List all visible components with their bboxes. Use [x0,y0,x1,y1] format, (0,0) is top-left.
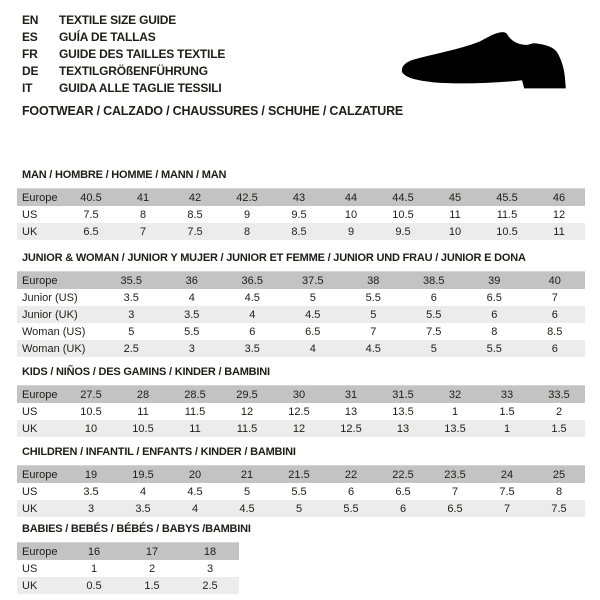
size-table-section [17,252,585,357]
size-value: 31 [344,388,358,401]
size-table-section [17,446,585,517]
size-value: 5.5 [426,308,442,321]
table-row [17,340,585,357]
size-value: 8.5 [547,325,563,338]
size-value: 25 [552,468,566,481]
size-value: 38.5 [423,274,445,287]
size-value: 36.5 [241,274,263,287]
table-title: JUNIOR & WOMAN / JUNIOR Y MUJER / JUNIOR ET FEMME / JUNIOR UND FRAU / JUNIOR E DONA [22,252,526,264]
row-label: Europe [22,274,58,287]
language-label: GUIDA ALLE TAGLIE TESSILI [59,81,222,95]
table-title: MAN / HOMBRE / HOMME / MANN / MAN [22,169,227,181]
row-label: US [22,485,38,498]
size-table [17,542,239,594]
size-value: 10.5 [132,422,154,435]
size-value: 18 [203,545,217,558]
dress-shoe-icon [398,30,576,96]
size-value: 3.5 [123,291,139,304]
size-table [17,188,585,240]
size-value: 19.5 [132,468,154,481]
size-value: 36 [185,274,198,287]
size-value: 11.5 [184,405,206,418]
language-row [22,46,225,63]
size-value: 17 [145,545,159,558]
size-value: 5 [295,502,303,515]
size-table-section [17,523,585,594]
category-title: FOOTWEAR / CALZADO / CHAUSSURES / SCHUHE / CALZATURE [22,104,404,118]
size-value: 6.5 [305,325,321,338]
size-value: 8 [491,325,498,338]
row-label: US [22,562,38,575]
size-value: 3.5 [244,342,260,355]
size-value: 41 [136,191,150,204]
size-value: 45 [448,191,462,204]
size-value: 4.5 [187,485,203,498]
size-value: 7.5 [83,208,99,221]
size-value: 6 [491,308,498,321]
size-value: 5 [370,308,377,321]
table-row [17,466,585,484]
language-label: GUIDE DES TAILLES TEXTILE [59,47,226,61]
size-value: 22.5 [392,468,414,481]
size-value: 6 [249,325,256,338]
size-value: 21 [240,468,254,481]
size-value: 33 [500,388,514,401]
size-value: 7.5 [426,325,442,338]
size-table-section [17,169,585,240]
size-value: 46 [552,191,566,204]
size-value: 13 [344,405,358,418]
size-table [17,465,585,517]
table-row [17,306,585,323]
size-value: 1 [451,405,459,418]
size-value: 28 [136,388,150,401]
row-label: Europe [22,388,58,401]
size-value: 7 [551,291,558,304]
size-value: 11 [449,208,461,221]
row-label: Europe [22,545,58,558]
size-value: 4 [249,308,256,321]
size-value: 0.5 [86,579,102,592]
size-value: 45.5 [496,191,518,204]
row-label: Junior (UK) [22,308,78,321]
size-value: 4 [191,502,199,515]
size-value: 8 [555,485,563,498]
size-value: 7 [370,325,377,338]
size-value: 4.5 [365,342,381,355]
table-title: BABIES / BEBÉS / BÉBÉS / BABYS /BAMBINI [22,523,251,535]
size-value: 5.5 [486,342,502,355]
size-value: 3.5 [184,308,200,321]
table-title: KIDS / NIÑOS / DES GAMINS / KINDER / BAMBINI [22,366,270,378]
size-value: 2 [148,562,156,575]
size-value: 28.5 [184,388,206,401]
row-label: UK [22,502,38,515]
table-row [17,577,239,594]
size-value: 44.5 [392,191,414,204]
size-value: 44 [344,191,358,204]
size-value: 24 [500,468,514,481]
size-value: 22 [344,468,358,481]
table-title: CHILDREN / INFANTIL / ENFANTS / KINDER / BAMBINI [22,446,296,458]
table-row [17,420,585,437]
language-row [22,12,225,29]
size-value: 12.5 [340,422,362,435]
table-row [17,560,239,577]
size-value: 6 [551,342,558,355]
language-row [22,80,225,97]
size-value: 1 [503,422,511,435]
size-value: 11 [189,422,201,435]
row-label: US [22,405,38,418]
size-value: 21.5 [288,468,310,481]
size-value: 7 [139,225,147,238]
size-value: 7 [451,485,459,498]
table-row [17,323,585,340]
row-label: UK [22,422,38,435]
language-label: TEXTILE SIZE GUIDE [59,13,177,27]
table-row [17,223,585,240]
size-value: 10 [448,225,462,238]
size-value: 5.5 [291,485,307,498]
size-value: 11.5 [236,422,258,435]
size-value: 1.5 [499,405,515,418]
size-value: 2 [555,405,563,418]
language-label: GUÍA DE TALLAS [59,30,156,44]
size-value: 3.5 [135,502,151,515]
size-value: 11 [553,225,565,238]
size-value: 6.5 [447,502,463,515]
size-value: 1.5 [144,579,160,592]
size-table [17,271,585,357]
size-value: 8.5 [187,208,203,221]
language-code: EN [22,13,39,27]
size-tables [17,161,585,594]
language-list [22,12,225,97]
size-value: 9 [347,225,355,238]
size-value: 12 [240,405,254,418]
size-value: 5 [430,342,437,355]
size-value: 32 [448,388,462,401]
size-value: 5.5 [184,325,200,338]
table-row [17,483,585,500]
size-value: 3 [87,502,95,515]
size-value: 4 [309,342,316,355]
size-table-section [17,366,585,437]
size-value: 3.5 [83,485,99,498]
size-value: 10 [84,422,98,435]
size-value: 10.5 [392,208,414,221]
size-value: 4.5 [239,502,255,515]
size-value: 29.5 [236,388,258,401]
size-value: 3 [128,308,135,321]
row-label: UK [22,579,38,592]
language-label: TEXTILGRÖßENFÜHRUNG [59,64,208,78]
size-value: 1 [90,562,98,575]
size-value: 39 [488,274,501,287]
size-value: 42 [188,191,202,204]
size-value: 31.5 [392,388,414,401]
row-label: Europe [22,191,58,204]
size-value: 7 [503,502,511,515]
row-label: Woman (US) [22,325,86,338]
size-value: 23.5 [444,468,466,481]
size-value: 38 [367,274,380,287]
table-row [17,206,585,223]
table-row [17,189,585,207]
size-value: 6.5 [395,485,411,498]
size-value: 4.5 [244,291,260,304]
size-value: 12 [552,208,566,221]
size-value: 9.5 [395,225,411,238]
size-value: 10 [344,208,358,221]
size-value: 42.5 [236,191,258,204]
size-value: 5 [309,291,316,304]
size-value: 8 [243,225,251,238]
size-value: 6 [399,502,407,515]
size-value: 37.5 [302,274,324,287]
size-value: 40.5 [80,191,102,204]
table-row [17,543,239,561]
size-value: 11.5 [496,208,518,221]
size-value: 6 [430,291,437,304]
size-value: 13 [396,422,410,435]
size-value: 6 [347,485,355,498]
language-code: FR [22,47,38,61]
size-value: 11 [137,405,149,418]
size-value: 5.5 [365,291,381,304]
size-value: 27.5 [80,388,102,401]
size-value: 6 [551,308,558,321]
size-value: 7.5 [187,225,203,238]
size-value: 19 [84,468,98,481]
language-row [22,29,225,46]
size-value: 16 [87,545,101,558]
size-value: 1.5 [551,422,567,435]
size-value: 4 [188,291,195,304]
language-code: ES [22,30,38,44]
row-label: Europe [22,468,58,481]
size-value: 7.5 [551,502,567,515]
size-value: 9 [243,208,251,221]
table-row [17,289,585,306]
size-value: 43 [292,191,306,204]
row-label: US [22,208,38,221]
size-value: 3 [206,562,214,575]
size-value: 10.5 [496,225,518,238]
size-value: 8 [139,208,147,221]
size-value: 12.5 [288,405,310,418]
size-value: 40 [548,274,561,287]
row-label: Junior (US) [22,291,78,304]
size-value: 5 [128,325,135,338]
size-value: 2.5 [202,579,218,592]
size-value: 4 [139,485,147,498]
size-value: 9.5 [291,208,307,221]
size-value: 6.5 [83,225,99,238]
table-row [17,386,585,404]
size-value: 5 [243,485,251,498]
row-label: UK [22,225,38,238]
table-row [17,272,585,290]
size-value: 13.5 [392,405,414,418]
size-value: 3 [188,342,195,355]
size-value: 30 [292,388,306,401]
size-value: 10.5 [80,405,102,418]
size-value: 8.5 [291,225,307,238]
language-row [22,63,225,80]
language-code: DE [22,64,39,78]
row-label: Woman (UK) [22,342,86,355]
size-value: 6.5 [486,291,502,304]
size-value: 5.5 [343,502,359,515]
size-value: 4.5 [305,308,321,321]
size-table [17,385,585,437]
table-row [17,500,585,517]
size-value: 13.5 [444,422,466,435]
language-code: IT [22,81,33,95]
size-value: 7.5 [499,485,515,498]
size-value: 35.5 [120,274,142,287]
size-value: 33.5 [548,388,570,401]
size-value: 20 [188,468,202,481]
size-value: 2.5 [123,342,139,355]
table-row [17,403,585,420]
size-value: 12 [292,422,306,435]
